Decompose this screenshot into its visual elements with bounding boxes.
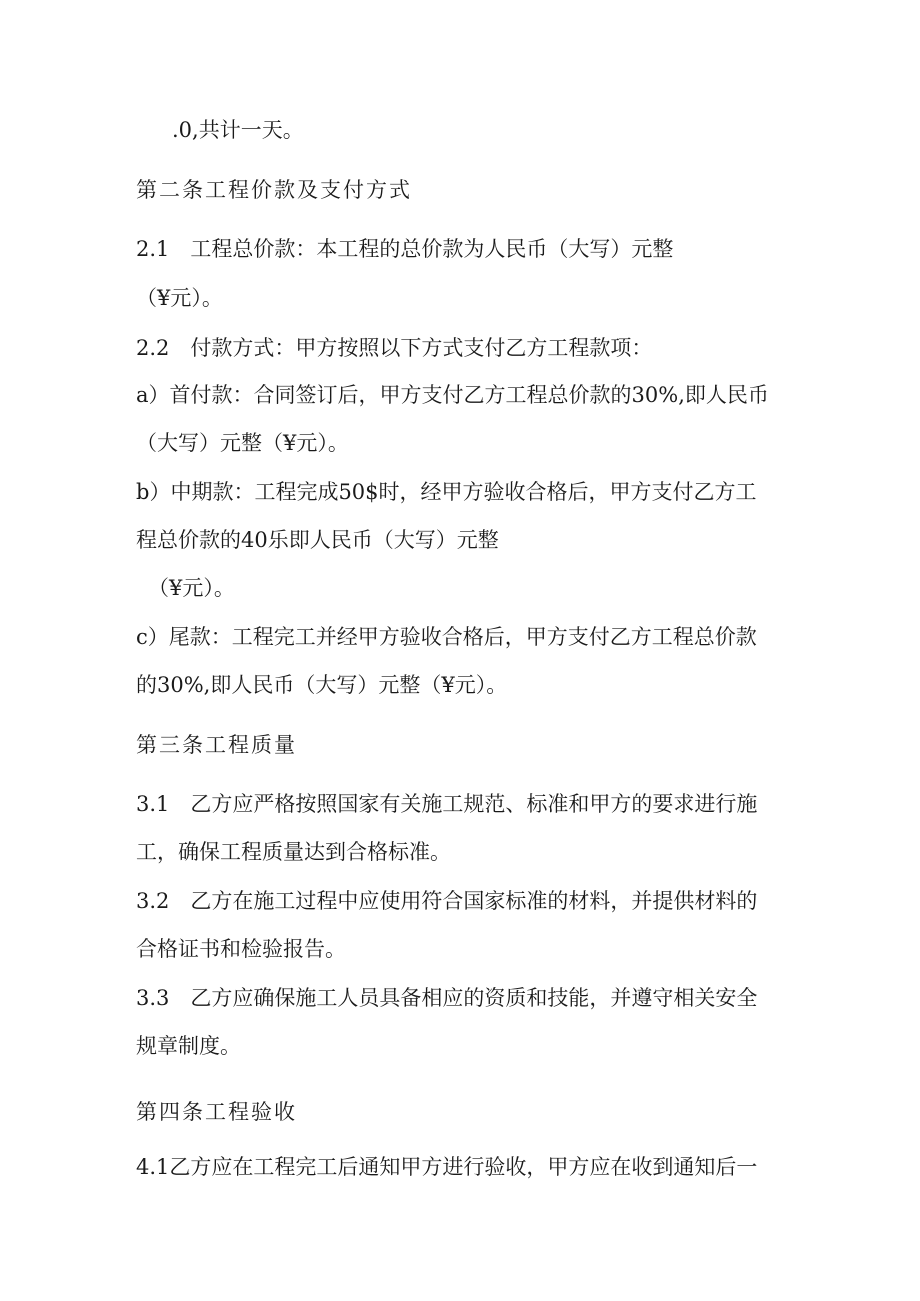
text-line: 3.2 乙方在施工过程中应使用符合国家标准的材料，并提供材料的 — [136, 889, 758, 913]
text-line: （大写）元整（¥元）。 — [136, 431, 349, 455]
section-heading: 第四条工程验收 — [136, 1100, 297, 1124]
text-line: （¥元）。 — [136, 286, 223, 310]
text-line: 程总价款的40乐即人民币（大写）元整 — [136, 528, 499, 552]
text-line: b）中期款：工程完成50$时，经甲方验收合格后，甲方支付乙方工 — [136, 480, 757, 504]
text-line: 2.1 工程总价款：本工程的总价款为人民币（大写）元整 — [136, 237, 674, 261]
text-line: 工，确保工程质量达到合格标准。 — [136, 840, 451, 864]
text-line: 3.1 乙方应严格按照国家有关施工规范、标准和甲方的要求进行施 — [136, 792, 758, 816]
text-line: a）首付款：合同签订后，甲方支付乙方工程总价款的30%,即人民币 — [136, 383, 769, 407]
text-line: 4.1乙方应在工程完工后通知甲方进行验收，甲方应在收到通知后一 — [136, 1155, 758, 1179]
text-line: c）尾款：工程完工并经甲方验收合格后，甲方支付乙方工程总价款 — [136, 625, 757, 649]
text-line: 合格证书和检验报告。 — [136, 937, 346, 961]
section-heading: 第三条工程质量 — [136, 733, 297, 757]
text-line: 2.2 付款方式：甲方按照以下方式支付乙方工程款项： — [136, 336, 653, 360]
text-line: 规章制度。 — [136, 1034, 241, 1058]
text-line: .0,共计一天。 — [172, 118, 304, 142]
text-line: 3.3 乙方应确保施工人员具备相应的资质和技能，并遵守相关安全 — [136, 986, 758, 1010]
section-heading: 第二条工程价款及支付方式 — [136, 178, 412, 202]
text-line: 的30%,即人民币（大写）元整（¥元）。 — [136, 673, 508, 697]
text-line: （¥元）。 — [148, 576, 235, 600]
